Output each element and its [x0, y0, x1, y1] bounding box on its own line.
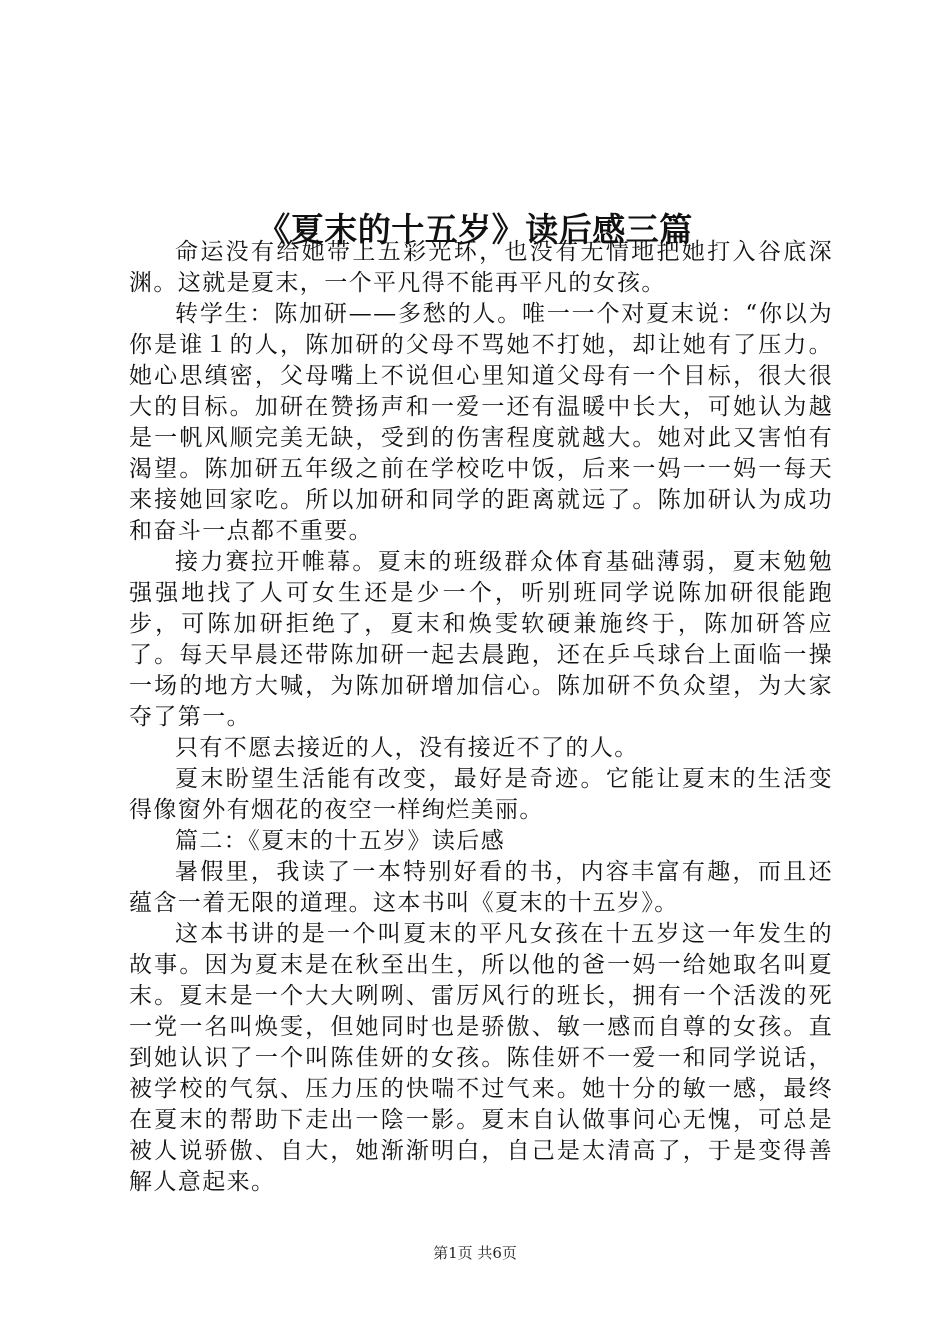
paragraph: 转学生：陈加研——多愁的人。唯一一个对夏末说：“你以为你是谁１的人，陈加研的父母不骂她不打她，却让她有了压力。她心思缜密，父母嘴上不说但心里知道父母有一个目标，很大很大的目标。加研在赞扬声和一爱一还有温暖中长大，可她认为越是一帆风顺完美无缺，受到的伤害程度就越大。她对此又害怕有渴望。陈加研五年级之前在学校吃中饭，后来一妈一一妈一每天来接她回家吃。所以加研和同学的距离就远了。陈加研认为成功和奋斗一点都不重要。: [129, 301, 833, 544]
paragraph: 这本书讲的是一个叫夏末的平凡女孩在十五岁这一年发生的故事。因为夏末是在秋至出生，所以他的爸一妈一给她取名叫夏末。夏末是一个大大咧咧、雷厉风行的班长，拥有一个活泼的死一党一名叫焕雯，但她同时也是骄傲、敏一感而自尊的女孩。直到她认识了一个叫陈佳妍的女孩。陈佳妍不一爱一和同学说话，被学校的气氛、压力压的快喘不过气来。她十分的敏一感，最终在夏末的帮助下走出一陰一影。夏末自认做事问心无愧，可总是被人说骄傲、自大，她渐渐明白，自己是太清高了，于是变得善解人意起来。: [129, 921, 833, 1195]
page-footer: 第1页 共6页: [433, 1244, 517, 1262]
document-title: 《夏末的十五岁》读后感三篇: [257, 210, 693, 250]
paragraph: 只有不愿去接近的人，没有接近不了的人。: [175, 735, 639, 761]
paragraph: 命运没有给她带上五彩光环，也没有无情地把她打入谷底深渊。这就是夏末，一个平凡得不能再平凡的女孩。: [129, 239, 833, 296]
document-body: [129, 237, 833, 1198]
paragraph: 夏末盼望生活能有改变，最好是奇迹。它能让夏末的生活变得像窗外有烟花的夜空一样绚烂美丽。: [129, 766, 833, 823]
section-heading: 篇二：《夏末的十五岁》读后感: [175, 828, 506, 854]
paragraph: 接力赛拉开帷幕。夏末的班级群众体育基础薄弱，夏末勉勉强强地找了人可女生还是少一个，听别班同学说陈加研很能跑步，可陈加研拒绝了，夏末和焕雯软硬兼施终于，陈加研答应了。每天早晨还带陈加研一起去晨跑，还在乒乓球台上面临一操一场的地方大喊，为陈加研增加信心。陈加研不负众望，为大家夺了第一。: [129, 549, 833, 730]
paragraph: 暑假里，我读了一本特别好看的书，内容丰富有趣，而且还蕴含一着无限的道理。这本书叫《夏末的十五岁》。: [129, 859, 833, 916]
